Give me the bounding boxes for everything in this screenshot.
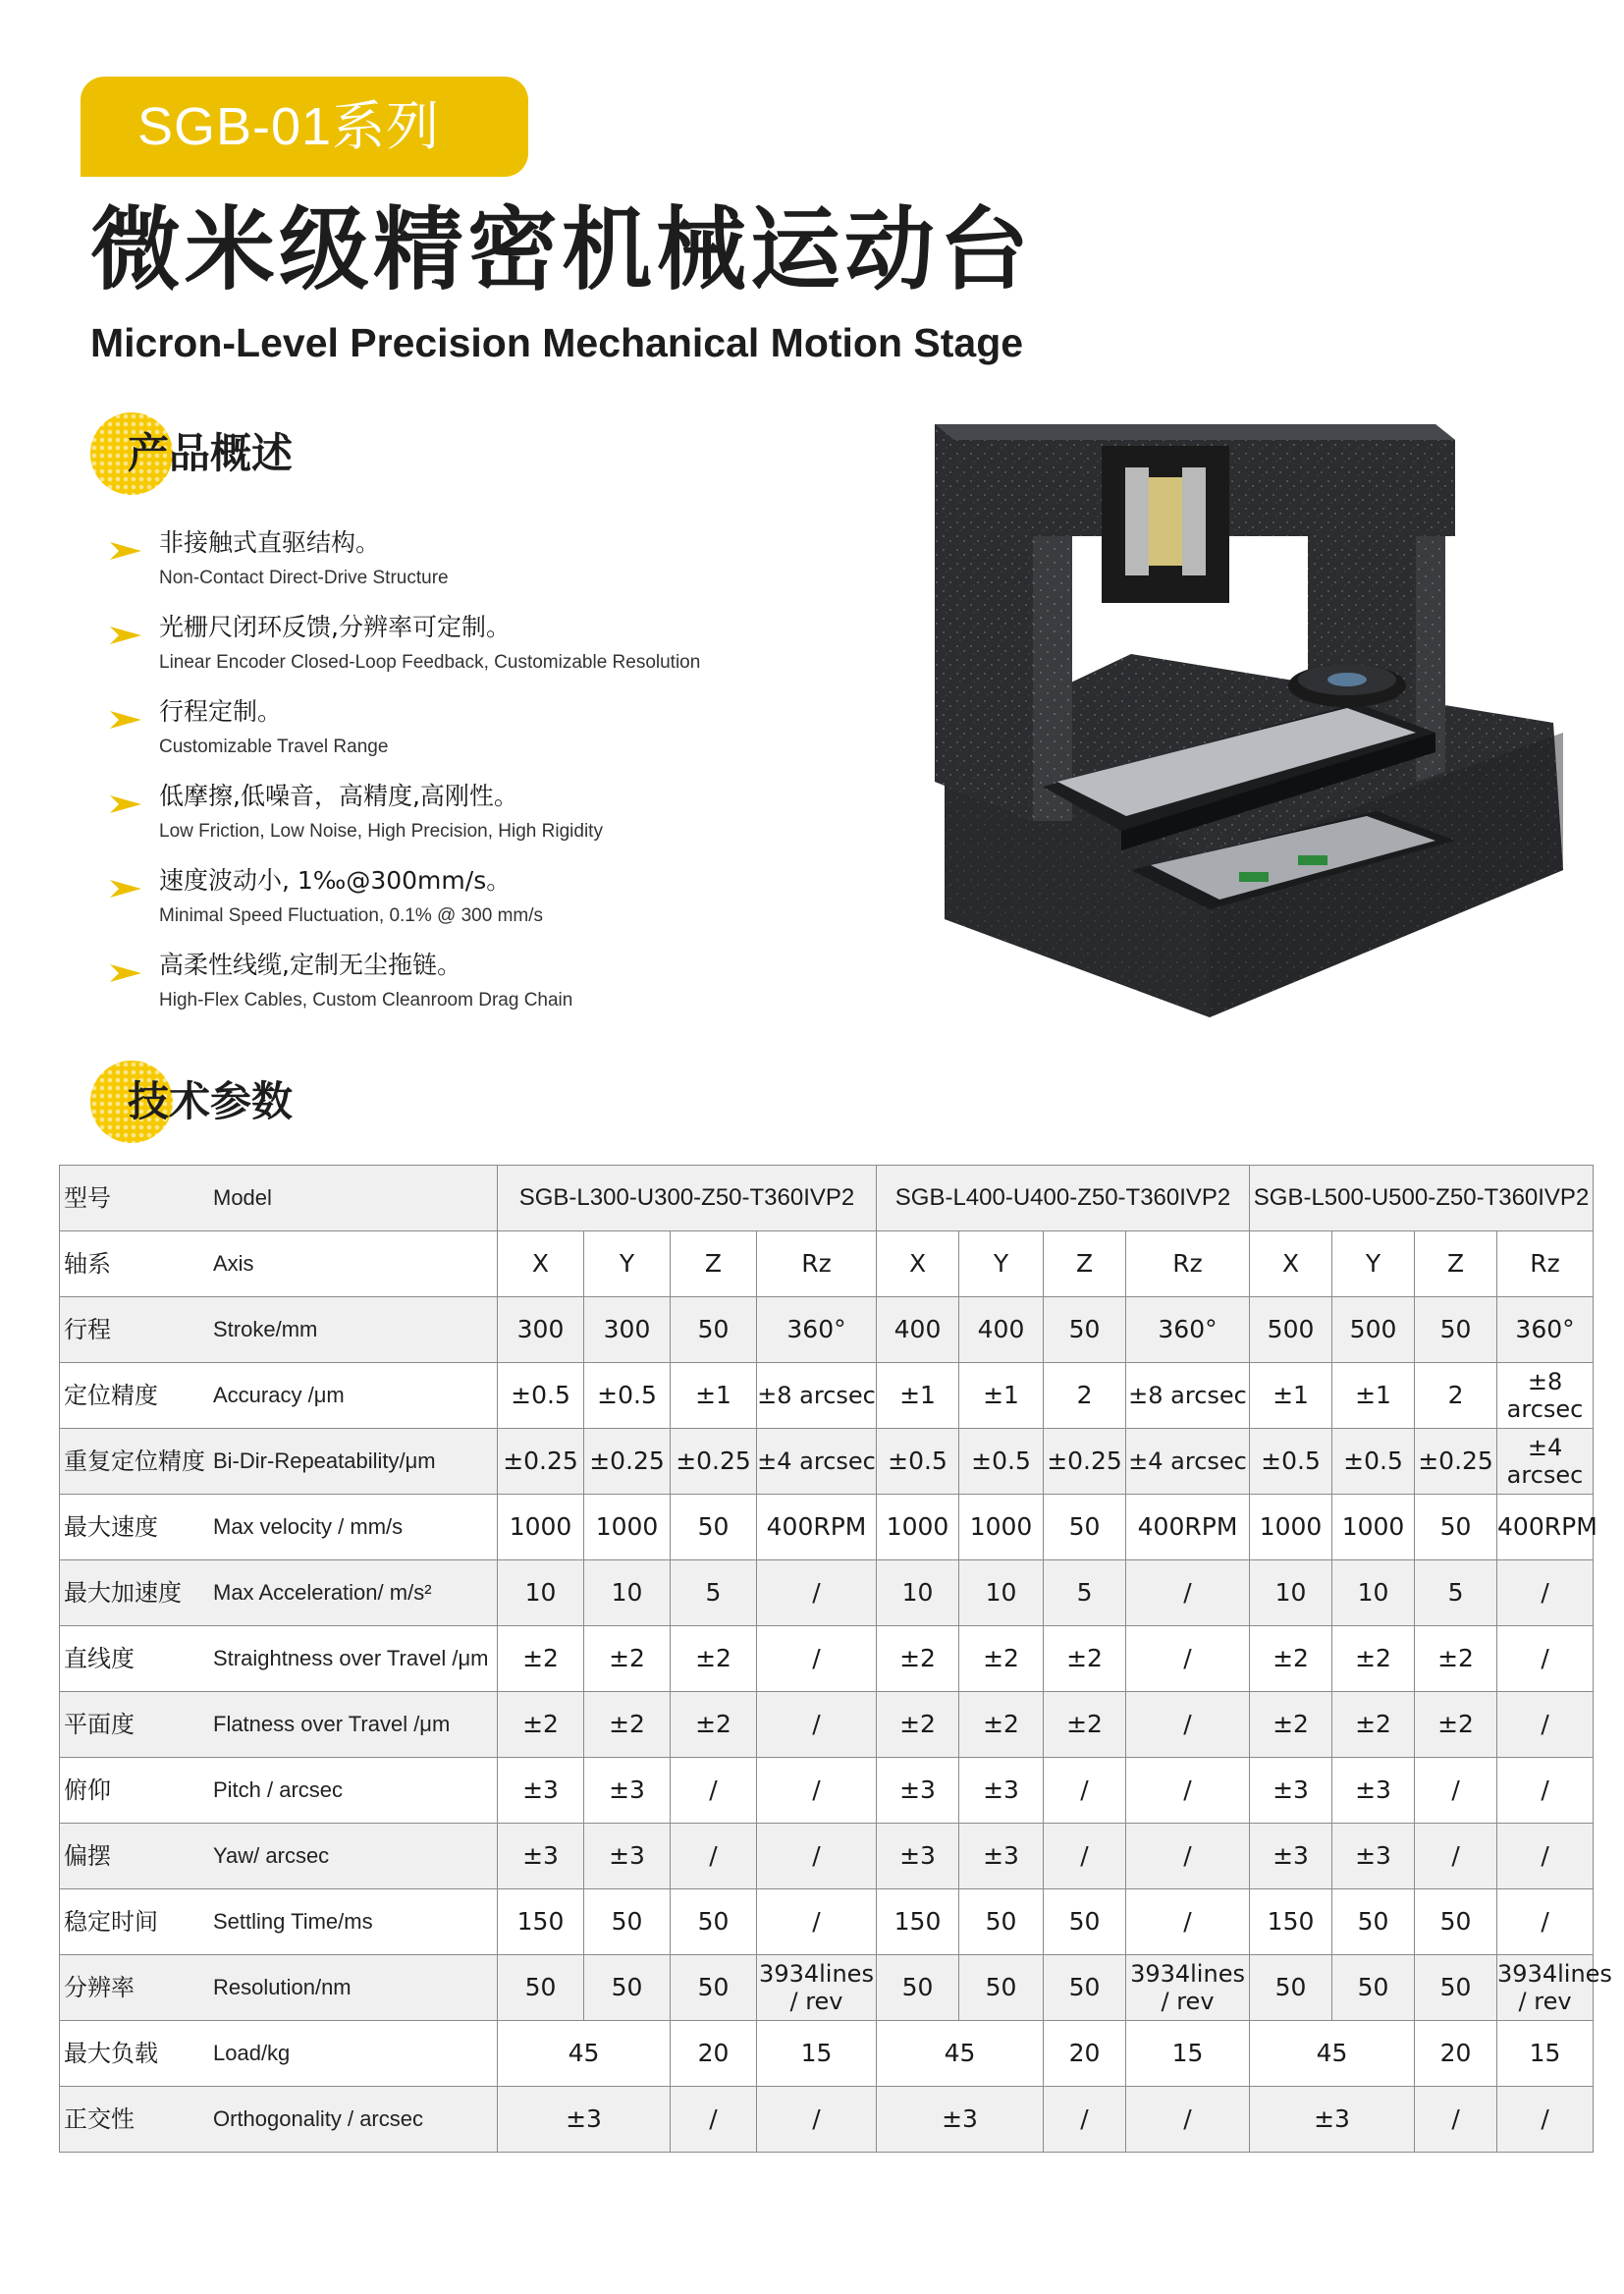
row-label	[60, 2021, 498, 2087]
table-cell: ±2	[1250, 1626, 1332, 1692]
row-label	[60, 1166, 498, 1231]
row-label-cn: 最大加速度	[64, 1579, 182, 1607]
table-cell: 10	[498, 1560, 584, 1626]
table-cell: ±2	[877, 1626, 959, 1692]
table-cell: 10	[584, 1560, 671, 1626]
table-cell: 10	[877, 1560, 959, 1626]
table-cell: 500	[1332, 1297, 1415, 1363]
table-cell: ±0.5	[1332, 1429, 1415, 1495]
table-cell: 1000	[959, 1495, 1044, 1560]
table-cell: /	[1126, 1758, 1250, 1824]
table-cell: 50	[671, 1297, 757, 1363]
arrow-bullet-icon	[110, 709, 141, 731]
table-cell: ±3	[877, 1758, 959, 1824]
table-cell: 5	[1415, 1560, 1497, 1626]
table-cell: ±1	[1250, 1363, 1332, 1429]
table-cell: ±3	[498, 1758, 584, 1824]
feature-en: Linear Encoder Closed-Loop Feedback, Customizable Resolution	[159, 652, 701, 673]
table-cell: Z	[671, 1231, 757, 1297]
table-cell: 50	[498, 1955, 584, 2021]
table-cell: 50	[959, 1889, 1044, 1955]
row-label	[60, 1889, 498, 1955]
table-cell: X	[498, 1231, 584, 1297]
table-cell: 50	[671, 1495, 757, 1560]
row-label-cn: 正交性	[64, 2105, 135, 2133]
row-label	[60, 1363, 498, 1429]
table-cell: ±8 arcsec	[1126, 1363, 1250, 1429]
table-cell: Y	[959, 1231, 1044, 1297]
feature-cn: 光栅尺闭环反馈,分辨率可定制。	[159, 613, 511, 641]
table-cell: ±3	[498, 1824, 584, 1889]
row-label-en: Straightness over Travel /μm	[213, 1646, 489, 1670]
feature-item	[110, 693, 856, 778]
table-cell: ±3	[498, 2087, 671, 2153]
table-cell: /	[757, 2087, 877, 2153]
row-label-en: Bi-Dir-Repeatability/μm	[213, 1448, 436, 1473]
feature-item	[110, 778, 856, 862]
table-cell: 150	[877, 1889, 959, 1955]
row-label-cn: 型号	[64, 1184, 111, 1212]
table-cell: ±1	[877, 1363, 959, 1429]
table-cell: 400RPM	[757, 1495, 877, 1560]
table-cell: 1000	[877, 1495, 959, 1560]
table-cell: /	[757, 1626, 877, 1692]
table-cell: ±2	[1250, 1692, 1332, 1758]
table-cell: ±1	[959, 1363, 1044, 1429]
arrow-bullet-icon	[110, 793, 141, 815]
row-label	[60, 1560, 498, 1626]
table-cell: /	[1415, 2087, 1497, 2153]
row-label-en: Yaw/ arcsec	[213, 1843, 330, 1868]
feature-en: Low Friction, Low Noise, High Precision, High Rigidity	[159, 821, 603, 842]
table-cell: ±2	[1415, 1692, 1497, 1758]
table-cell: X	[877, 1231, 959, 1297]
table-cell: /	[671, 1758, 757, 1824]
table-cell: 3934lines / rev	[1126, 1955, 1250, 2021]
table-cell: ±3	[584, 1758, 671, 1824]
table-cell: 50	[584, 1955, 671, 2021]
table-cell: 45	[498, 2021, 671, 2087]
row-label	[60, 1692, 498, 1758]
row-label-cn: 分辨率	[64, 1974, 135, 2001]
row-label-en: Accuracy /μm	[213, 1383, 345, 1407]
table-cell: /	[671, 1824, 757, 1889]
table-cell: 2	[1415, 1363, 1497, 1429]
table-cell: 50	[877, 1955, 959, 2021]
table-cell: 5	[671, 1560, 757, 1626]
feature-cn: 低摩擦,低噪音，高精度,高刚性。	[159, 782, 518, 810]
row-label	[60, 1626, 498, 1692]
table-cell: ±0.25	[1415, 1429, 1497, 1495]
table-cell: 50	[1415, 1889, 1497, 1955]
arrow-bullet-icon	[110, 962, 141, 984]
table-cell: 50	[584, 1889, 671, 1955]
table-cell: ±0.25	[584, 1429, 671, 1495]
table-cell: 5	[1044, 1560, 1126, 1626]
table-cell: /	[1497, 1889, 1594, 1955]
spec-table	[59, 1165, 1612, 2153]
table-row	[60, 1495, 1594, 1560]
row-label-en: Load/kg	[213, 2041, 291, 2065]
table-cell: 20	[1044, 2021, 1126, 2087]
table-cell: 50	[1415, 1495, 1497, 1560]
table-cell: /	[1497, 1824, 1594, 1889]
table-cell: /	[1497, 1626, 1594, 1692]
table-cell: 3934lines / rev	[757, 1955, 877, 2021]
row-label	[60, 1955, 498, 2021]
table-cell: /	[1415, 1758, 1497, 1824]
table-row	[60, 1363, 1594, 1429]
table-cell: ±3	[1332, 1758, 1415, 1824]
table-cell: ±2	[1332, 1692, 1415, 1758]
row-label-cn: 行程	[64, 1316, 111, 1343]
table-cell: 15	[757, 2021, 877, 2087]
table-row	[60, 1231, 1594, 1297]
table-cell: ±3	[959, 1824, 1044, 1889]
table-cell: 360°	[757, 1297, 877, 1363]
feature-en: High-Flex Cables, Custom Cleanroom Drag Chain	[159, 990, 573, 1010]
table-cell: 50	[1415, 1955, 1497, 2021]
table-cell: ±4 arcsec	[1497, 1429, 1594, 1495]
feature-item	[110, 947, 856, 1031]
table-cell: /	[1126, 2087, 1250, 2153]
overview-heading-text: 产品概述	[128, 429, 294, 477]
feature-item	[110, 862, 856, 947]
table-cell: 150	[1250, 1889, 1332, 1955]
arrow-bullet-icon	[110, 878, 141, 900]
table-row	[60, 1626, 1594, 1692]
model-cell: SGB-L300-U300-Z50-T360IVP2	[498, 1166, 877, 1231]
table-cell: 50	[1044, 1955, 1126, 2021]
table-cell: 10	[959, 1560, 1044, 1626]
feature-en: Customizable Travel Range	[159, 737, 389, 757]
table-cell: ±3	[1250, 1758, 1332, 1824]
table-cell: 50	[1415, 1297, 1497, 1363]
row-label-en: Pitch / arcsec	[213, 1777, 344, 1802]
table-cell: ±2	[1332, 1626, 1415, 1692]
table-cell: ±0.25	[1044, 1429, 1126, 1495]
model-cell: SGB-L500-U500-Z50-T360IVP2	[1250, 1166, 1594, 1231]
table-row	[60, 1824, 1594, 1889]
table-cell: ±2	[498, 1626, 584, 1692]
row-label-cn: 偏摆	[64, 1842, 111, 1870]
table-cell: /	[1497, 1560, 1594, 1626]
table-cell: 1000	[498, 1495, 584, 1560]
table-cell: ±2	[498, 1692, 584, 1758]
table-cell: 500	[1250, 1297, 1332, 1363]
table-cell: ±2	[1044, 1626, 1126, 1692]
table-cell: ±2	[1044, 1692, 1126, 1758]
table-cell: ±0.5	[959, 1429, 1044, 1495]
table-row	[60, 1889, 1594, 1955]
table-cell: 45	[1250, 2021, 1415, 2087]
table-cell: 300	[584, 1297, 671, 1363]
table-cell: 50	[1044, 1495, 1126, 1560]
row-label-en: Stroke/mm	[213, 1317, 318, 1341]
row-label-cn: 重复定位精度	[64, 1447, 205, 1475]
feature-cn: 高柔性线缆,定制无尘拖链。	[159, 951, 461, 979]
table-cell: /	[757, 1824, 877, 1889]
table-cell: ±2	[671, 1626, 757, 1692]
table-cell: /	[1497, 2087, 1594, 2153]
product-image	[886, 409, 1579, 1043]
table-cell: Y	[1332, 1231, 1415, 1297]
table-cell: /	[671, 2087, 757, 2153]
table-cell: Rz	[757, 1231, 877, 1297]
page-title: 微米级精密机械运动台	[90, 197, 1034, 302]
table-cell: ±3	[959, 1758, 1044, 1824]
table-cell: ±4 arcsec	[1126, 1429, 1250, 1495]
table-cell: /	[1126, 1889, 1250, 1955]
table-cell: ±0.5	[498, 1363, 584, 1429]
table-cell: 3934lines / rev	[1497, 1955, 1594, 2021]
table-cell: ±3	[1250, 2087, 1415, 2153]
table-cell: ±8 arcsec	[1497, 1363, 1594, 1429]
row-label-en: Model	[213, 1185, 272, 1210]
table-row	[60, 1429, 1594, 1495]
table-cell: Z	[1044, 1231, 1126, 1297]
table-cell: ±0.5	[584, 1363, 671, 1429]
table-cell: ±1	[1332, 1363, 1415, 1429]
table-cell: ±2	[877, 1692, 959, 1758]
row-label-en: Orthogonality / arcsec	[213, 2106, 423, 2131]
table-cell: 50	[1332, 1889, 1415, 1955]
table-cell: 15	[1497, 2021, 1594, 2087]
feature-item	[110, 609, 856, 693]
row-label-cn: 最大负载	[64, 2040, 158, 2067]
feature-item	[110, 524, 856, 609]
table-cell: 1000	[584, 1495, 671, 1560]
table-cell: ±2	[959, 1626, 1044, 1692]
table-cell: 1000	[1250, 1495, 1332, 1560]
table-cell: ±0.5	[877, 1429, 959, 1495]
table-cell: 15	[1126, 2021, 1250, 2087]
arrow-bullet-icon	[110, 540, 141, 562]
table-cell: 400	[959, 1297, 1044, 1363]
row-label-cn: 轴系	[64, 1250, 111, 1278]
table-cell: 50	[1332, 1955, 1415, 2021]
table-cell: 2	[1044, 1363, 1126, 1429]
table-cell: /	[1126, 1692, 1250, 1758]
table-cell: Y	[584, 1231, 671, 1297]
table-cell: /	[757, 1889, 877, 1955]
table-cell: ±3	[584, 1824, 671, 1889]
table-cell: /	[1415, 1824, 1497, 1889]
row-label-en: Max Acceleration/ m/s²	[213, 1580, 432, 1605]
table-cell: ±2	[584, 1626, 671, 1692]
specs-heading-text: 技术参数	[128, 1077, 294, 1125]
table-cell: ±0.25	[671, 1429, 757, 1495]
table-cell: /	[1044, 2087, 1126, 2153]
table-cell: ±8 arcsec	[757, 1363, 877, 1429]
row-label-cn: 直线度	[64, 1645, 135, 1672]
table-cell: ±3	[877, 2087, 1044, 2153]
model-cell: SGB-L400-U400-Z50-T360IVP2	[877, 1166, 1250, 1231]
table-cell: ±0.5	[1250, 1429, 1332, 1495]
feature-cn: 速度波动小, 1‰@300mm/s。	[159, 866, 512, 895]
table-row	[60, 1297, 1594, 1363]
table-cell: ±1	[671, 1363, 757, 1429]
table-cell: /	[1497, 1758, 1594, 1824]
table-cell: ±2	[584, 1692, 671, 1758]
table-cell: 20	[671, 2021, 757, 2087]
table-cell: /	[757, 1692, 877, 1758]
table-cell: /	[757, 1560, 877, 1626]
table-cell: 400RPM	[1497, 1495, 1594, 1560]
row-label-cn: 稳定时间	[64, 1908, 158, 1936]
table-cell: 50	[671, 1889, 757, 1955]
table-cell: /	[1044, 1758, 1126, 1824]
table-cell: Rz	[1497, 1231, 1594, 1297]
table-row	[60, 1166, 1594, 1231]
table-cell: ±0.25	[498, 1429, 584, 1495]
series-badge	[81, 77, 528, 177]
table-cell: ±3	[1250, 1824, 1332, 1889]
table-cell: 360°	[1126, 1297, 1250, 1363]
table-cell: /	[1497, 1692, 1594, 1758]
table-cell: 45	[877, 2021, 1044, 2087]
row-label	[60, 1758, 498, 1824]
table-cell: 10	[1332, 1560, 1415, 1626]
feature-cn: 非接触式直驱结构。	[159, 528, 381, 557]
row-label	[60, 1297, 498, 1363]
row-label-en: Axis	[213, 1251, 254, 1276]
row-label-en: Settling Time/ms	[213, 1909, 373, 1934]
table-cell: 150	[498, 1889, 584, 1955]
row-label	[60, 1824, 498, 1889]
row-label-cn: 定位精度	[64, 1382, 158, 1409]
table-cell: ±4 arcsec	[757, 1429, 877, 1495]
feature-cn: 行程定制。	[159, 697, 283, 726]
table-cell: Rz	[1126, 1231, 1250, 1297]
table-cell: /	[1126, 1560, 1250, 1626]
table-cell: Z	[1415, 1231, 1497, 1297]
table-row	[60, 1560, 1594, 1626]
table-cell: X	[1250, 1231, 1332, 1297]
table-cell: ±3	[877, 1824, 959, 1889]
table-cell: 400	[877, 1297, 959, 1363]
row-label-en: Flatness over Travel /μm	[213, 1712, 451, 1736]
table-cell: ±2	[959, 1692, 1044, 1758]
table-row	[60, 1758, 1594, 1824]
feature-en: Non-Contact Direct-Drive Structure	[159, 568, 449, 588]
table-cell: /	[1126, 1824, 1250, 1889]
row-label-en: Max velocity / mm/s	[213, 1514, 404, 1539]
row-label	[60, 1429, 498, 1495]
feature-en: Minimal Speed Fluctuation, 0.1% @ 300 mm/s	[159, 905, 544, 926]
table-cell: 300	[498, 1297, 584, 1363]
table-cell: 50	[671, 1955, 757, 2021]
page-subtitle: Micron-Level Precision Mechanical Motion Stage	[90, 320, 1024, 365]
row-label	[60, 1231, 498, 1297]
table-cell: ±3	[1332, 1824, 1415, 1889]
series-label: SGB-01系列	[137, 97, 441, 156]
table-cell: ±2	[671, 1692, 757, 1758]
table-row	[60, 2087, 1594, 2153]
table-cell: 20	[1415, 2021, 1497, 2087]
table-cell: 400RPM	[1126, 1495, 1250, 1560]
table-cell: 50	[1250, 1955, 1332, 2021]
table-cell: ±2	[1415, 1626, 1497, 1692]
table-row	[60, 2021, 1594, 2087]
table-cell: 50	[1044, 1889, 1126, 1955]
table-cell: 360°	[1497, 1297, 1594, 1363]
table-row	[60, 1692, 1594, 1758]
table-cell: 50	[1044, 1297, 1126, 1363]
arrow-bullet-icon	[110, 625, 141, 646]
row-label-cn: 俯仰	[64, 1776, 111, 1804]
row-label	[60, 1495, 498, 1560]
table-cell: 10	[1250, 1560, 1332, 1626]
table-cell: /	[757, 1758, 877, 1824]
table-cell: /	[1126, 1626, 1250, 1692]
table-cell: 1000	[1332, 1495, 1415, 1560]
table-cell: /	[1044, 1824, 1126, 1889]
row-label-en: Resolution/nm	[213, 1975, 352, 1999]
row-label	[60, 2087, 498, 2153]
table-cell: 50	[959, 1955, 1044, 2021]
table-row	[60, 1955, 1594, 2021]
feature-list	[110, 524, 856, 1031]
row-label-cn: 最大速度	[64, 1513, 158, 1541]
row-label-cn: 平面度	[64, 1711, 135, 1738]
